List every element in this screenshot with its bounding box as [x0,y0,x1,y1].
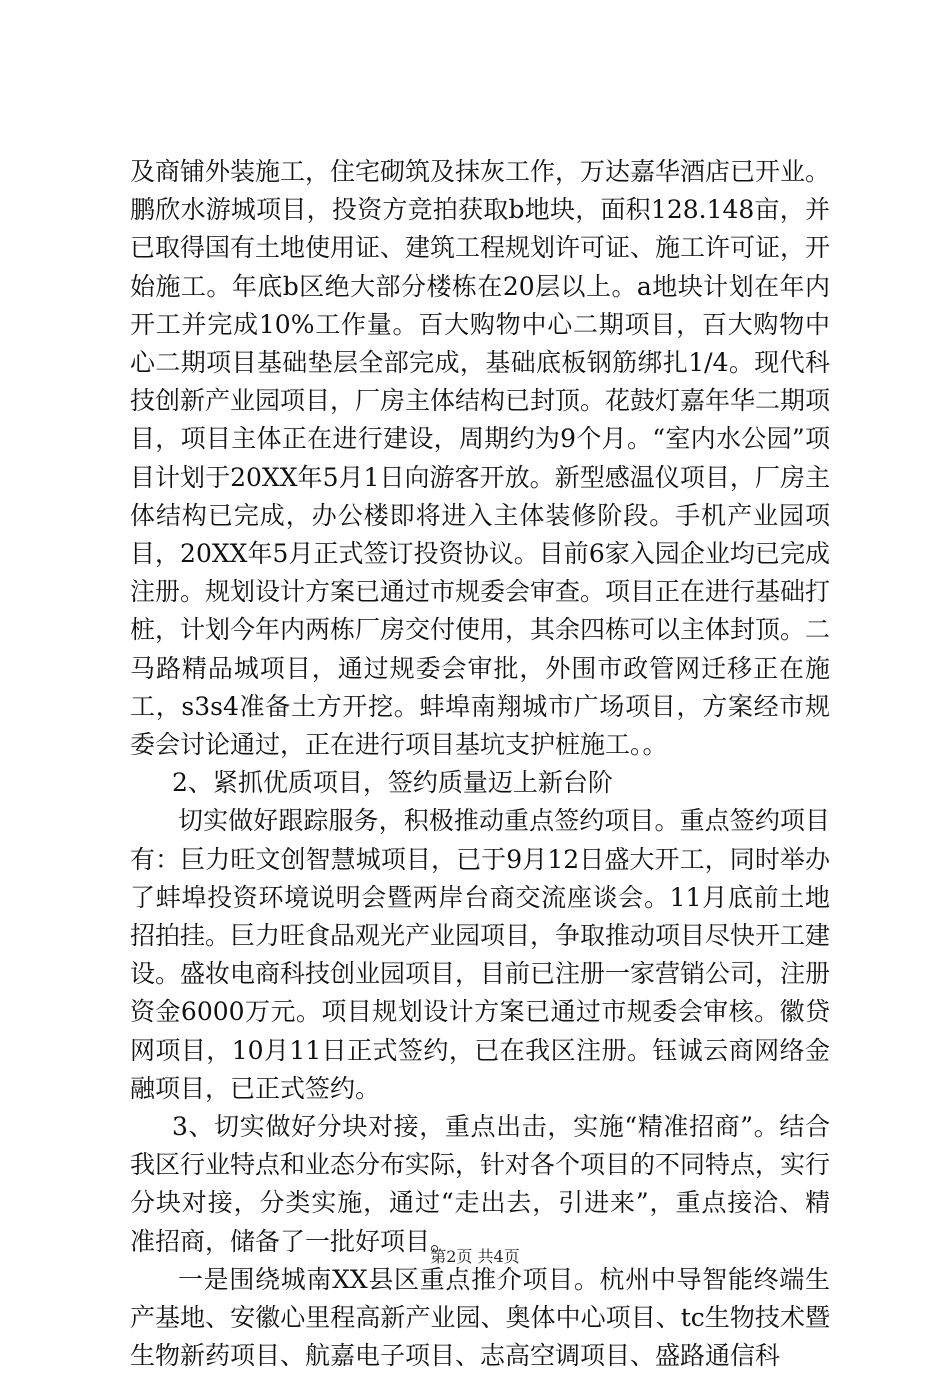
section-heading-2: 2、紧抓优质项目，签约质量迈上新台阶 [172,768,613,798]
section-heading-3: 3、切实做好分块对接，重点出击，实施“精准招商”。结合我区行业特点和业态分布实际，针对各个项目的不同特点，实行分块对接，分类实施，通过“走出去，引进来”，重点接洽、精准招商，储备了一批好项目。 [130,1112,831,1256]
document-body [130,153,830,1376]
page-number-footer: 第2页 共4页 [430,1247,520,1266]
paragraph-project-progress: 及商铺外装施工，住宅砌筑及抹灰工作，万达嘉华酒店已开业。鹏欣水游城项目，投资方竞拍获取b地块，面积128.148亩，并已取得国有土地使用证、建筑工程规划许可证、施工许可证，开始施工。年底b区绝大部分楼栋在20层以上。a地块计划在年内开工并完成10%工作量。百大购物中心二期项目，百大购物中心二期项目基础垫层全部完成，基础底板钢筋绑扎1/4。现代科技创新产业园项目，厂房主体结构已封顶。花鼓灯嘉年华二期项目，项目主体正在进行建设，周期约为9个月。“室内水公园”项目计划于20XX年5月1日向游客开放。新型感温仪项目，厂房主体结构已完成，办公楼即将进入主体装修阶段。手机产业园项目，20XX年5月正式签订投资协议。目前6家入园企业均已完成注册。规划设计方案已通过市规委会审查。项目正在进行基础打桩，计划今年内两栋厂房交付使用，其余四栋可以主体封顶。二马路精品城项目，通过规委会审批，外围市政管网迁移正在施工，s3s4准备土方开挖。蚌埠南翔城市广场项目，方案经市规委会讨论通过，正在进行项目基坑支护桩施工。。 [130,157,831,760]
paragraph-signed-projects: 切实做好跟踪服务，积极推动重点签约项目。重点签约项目有：巨力旺文创智慧城项目，已于9月12日盛大开工，同时举办了蚌埠投资环境说明会暨两岸台商交流座谈会。11月底前土地招拍挂。巨力旺食品观光产业园项目，争取推动项目尽快开工建设。盛妆电商科技创业园项目，目前已注册一家营销公司，注册资金6000万元。项目规划设计方案已通过市规委会审核。徽贷网项目，10月11日正式签约，已在我区注册。钰诚云商网络金融项目，已正式签约。 [130,806,831,1103]
paragraph-key-promotion: 一是围绕城南XX县区重点推介项目。杭州中导智能终端生产基地、安徽心里程高新产业园、奥体中心项目、tc生物技术暨生物新药项目、航嘉电子项目、志高空调项目、盛路通信科 [130,1264,830,1371]
